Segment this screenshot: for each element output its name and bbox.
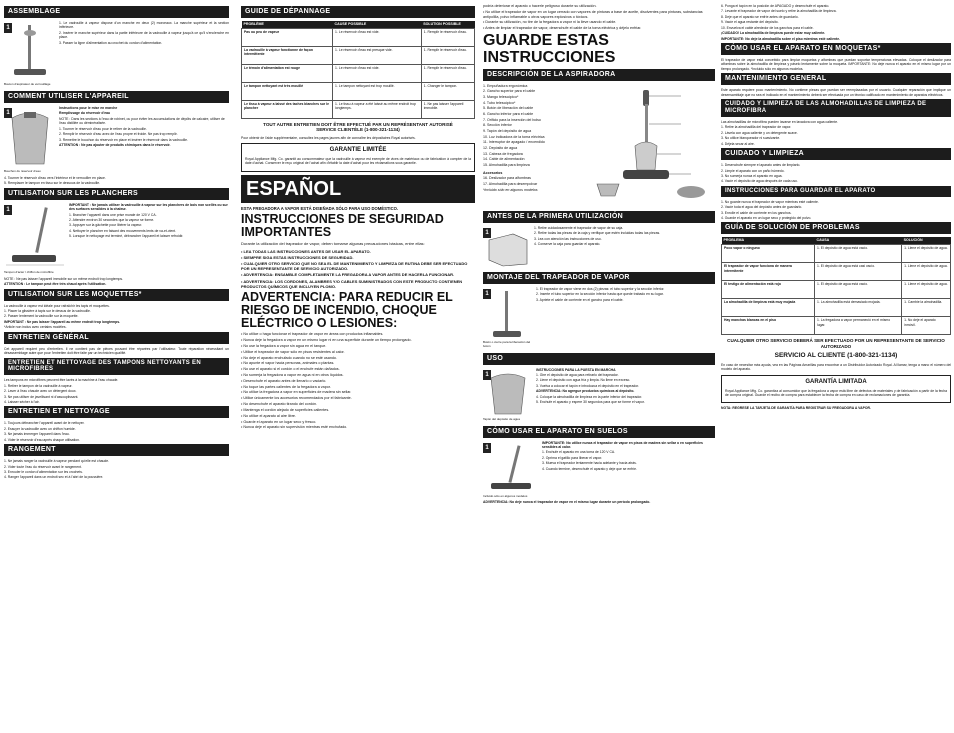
table-row [242,82,475,100]
microfiber-line: 4. Déjela secar al aire. [721,141,755,146]
instruction-line: ATTENTION : Ne pas ajouter de produits chimiques dans le réservoir. [59,142,171,147]
step-line: 7. Levante el trapeador de vapor del suelo y retire la almohadilla de limpieza. [721,9,837,14]
warranty-box-fr [241,143,475,172]
maintenance-text-es: Este aparato requiere poco mantenimiento. No contiene piezas que puedan ser reemplazadas por el usuario. Cualquier reparación que implique un desensamblaje que no sea el indicado en el mantenimiento deberá ser efectuada por un técnico calificado en mantenimiento de aparatos eléctricos. [721,88,951,97]
floor-instruction: IMPORTANT : Ne jamais utiliser la vadrouille à vapeur sur les planchers de bois non scellés ou sur des surfaces sensibles à la chaleur. [69,202,228,212]
microfiber-line: 1. Retire la almohadilla del trapeador de vapor. [721,125,792,130]
troubleshooting-table-fr [241,21,475,119]
column-spanish-3 [721,4,951,729]
carpet-instruction: 2. Passer lentement la vadrouille sur la moquette. [4,314,79,319]
warning-bullet: • No desenchufe el aparato tirando del cordón. [241,402,318,407]
table-header: CAUSA [814,237,901,244]
tank-figure-es: 1 Tapón del depósito de agua [483,370,533,422]
floor-figure-es: 1 Incluido sólo en algunos modelos [483,443,539,499]
table-cell: 1. El depósito de agua está casi vacío. [814,263,901,281]
instruction-line: Instructions pour le mise en marche [59,105,118,110]
floor-instruction: 2. Attendre environ 30 secondes que la vapeur se forme. [69,218,155,223]
storage-line: 3. Enrouler le cordon d'alimentation sur les crochets. [4,470,83,475]
table-header: SOLUTION POSSIBLE [421,21,474,28]
before-use-line: 4. Conserve la caja para guardar el aparato. [534,242,601,247]
warning-line: • Antes de limpiar el trapeador de vapor, desenchufe el cable de la toma eléctrica y déjelo enfriar. [483,26,642,31]
section-header-montaje: MONTAJE DEL TRAPEADOR DE VAPOR [483,272,715,284]
floor-instruction: 1. Brancher l'appareil dans une prise murale de 120 V CA. [69,212,157,217]
table-cell: 1. La almohadilla está demasiado mojada. [814,299,901,317]
instruction-line: 2. Remplir le réservoir d'eau avec de l'eau propre et froide. Ne pas trop remplir. [59,132,178,137]
assembly-line: 2. Inserte el tubo superior en la sección inferior hasta que quede trabado en su lugar. [536,292,664,297]
steam-mop-diagram [581,84,711,209]
floor-instruction: NOTE : Ne pas laisser l'appareil immobile sur un même endroit trop longtemps. [4,276,123,281]
figure-caption: Botón o cierre para la liberación del botón [483,339,531,348]
warning-bullet: • No apunte el vapor hacia personas, animales o plantas. [241,361,335,366]
safety-bullet: • ADVERTENCIA: LOS CORDONES, ALAMBRES Y/O CABLES SUMINISTRADOS CON ESTE PRODUCTO CONTIENEN PRODUCTOS QUÍMICOS QUE INCLUYEN PLOMO. [241,278,463,289]
warning-bullet: • Guarde el aparato en un lugar seco y fresco. [241,419,317,424]
service-text-es: En caso de necesitar más ayuda, vea en las Páginas Amarillas para encontrar a un Distribuidor Autorizado Royal. Al llamar, tenga a mano el número del modelo del aparato. [721,362,951,372]
part-item: 11. Interruptor de apagado / encendido [483,140,545,145]
table-row [242,46,475,64]
table-row [242,28,475,46]
continued-warnings [483,4,715,31]
table-cell: Pas ou peu de vapeur [242,28,333,46]
pad-care-line: Les tampons en microfibres peuvent être lavés à la machine à l'eau chaude. [4,378,119,383]
warranty-title-es: GARANTÍA LIMITADA [805,378,867,385]
usage-line: INSTRUCCIONES PARA LA PUESTA EN MARCHA [536,367,616,372]
cleaning-line: 4. Vider le réservoir d'eau après chaque utilisation. [4,437,80,442]
warning-bullet: • Nunca deje el aparato sin supervisión mientras esté enchufado. [241,425,348,430]
table-cell: 1. Llene el depósito de agua. [902,245,951,263]
table-row [722,317,951,335]
assemblage-section [4,21,229,89]
utiliser-section [4,106,229,176]
figure-caption: Tampon d'acier / chiffon de microfibre [4,269,54,274]
table-cell: 1. Remplir le réservoir d'eau. [421,28,474,46]
section-header-planchers: UTILISATION SUR LES PLANCHERS [4,188,229,200]
part-item: 5. Botón de liberación del cable [483,106,534,111]
service-notice-es: CUALQUIER OTRO SERVICIO DEBERÁ SER EFECTUADO POR UN REPRESENTANTE DE SERVICIO AUTORIZADO [727,338,945,349]
step-line: 6. Ponga el tapón en la posición de APAGADO y desenchufe el aparato. [721,4,830,8]
section-header-entretien-nettoyage: ENTRETIEN ET NETTOYAGE [4,406,229,418]
section-header-utiliser: COMMENT UTILISER L'APPAREIL [4,91,229,103]
before-use-line: 3. Lea con atención las instrucciones de uso. [534,236,602,241]
section-header-mantenimiento: MANTENIMIENTO GENERAL [721,73,951,85]
carpet-text-es: El trapeador de vapor está concebido para limpiar moquetas y alfombras que puedan soportar temperaturas elevadas. Coloque el deslizador para alfombras sobre la almohadilla de limpieza y páselo lentamente sobre la moqueta. IMPORTANTE: No deje nunca el aparato en el mismo lugar por un tiempo prolongado. *Incluido sólo en algunos modelos. [721,58,951,71]
table-row [722,281,951,299]
troubleshooting-table-es [721,237,951,335]
montaje-section [483,287,715,351]
section-header-cuidado: CUIDADO Y LIMPIEZA [721,148,951,160]
box-figure: 1 [483,228,531,268]
storage-line: 4. Ranger l'appareil dans un endroit sec et à l'abri de la poussière. [4,475,104,480]
section-header-tampons: ENTRETIEN ET NETTOYAGE DES TAMPONS NETTOYANTS EN MICROFIBRES [4,358,229,376]
storage-line: 1. Ne jamais ranger la vadrouille à vapeur pendant qu'elle est chaude. [4,459,110,464]
water-tank-figure: 1 Bouchon du réservoir d'eau [4,108,56,174]
section-header-assemblage: ASSEMBLAGE [4,6,229,18]
table-cell: 1. Remplir le réservoir d'eau. [421,64,474,82]
care-line: 2. Limpie el aparato con un paño húmedo. [721,168,785,173]
table-cell: Le tissu à vapeur a laissé des taches blanches sur le plancher [242,100,333,118]
table-cell: Hay manchas blancas en el piso [722,317,815,335]
pad-care-line: 4. Laisser sécher à l'air. [4,400,40,405]
suelos-section [483,441,715,501]
warning-bullet: • No utilice la fregadora a vapor en superficies de madera sin sellar. [241,390,352,395]
assembly-line: 3. Apriete el cable de corriente en el gancho para el cable. [536,297,624,302]
warning-bullet: • Nunca deje la fregadora a vapor en un mismo lugar ni en una superficie durante un tiempo prolongado. [241,338,412,343]
instruction-line: Remplissage du réservoir d'eau [59,111,111,116]
step-line: ¡CUIDADO! La almohadilla de limpieza puede estar muy caliente. [721,31,826,36]
part-item: 8. Sección inferior [483,123,512,128]
assembly-line: 1. El trapeador de vapor viene en dos (2) piezas: el tubo superior y la sección inferior. [536,286,665,291]
table-cell: 1. Llene el depósito de agua. [902,281,951,299]
carpet-instruction: IMPORTANT : Ne pas laisser l'appareil au même endroit trop longtemps. [4,319,121,324]
service-text: Pour obtenir de l'aide supplémentaire, consultez les pages jaunes afin de connaître les dépositaires Royal autorisés. [241,135,416,140]
table-row [242,64,475,82]
floor-mop-illustration [4,205,66,271]
storage-line-es: 4. Guarde el aparato en un lugar seco y protegido del polvo. [721,215,812,220]
section-header-uso: USO [483,353,715,365]
table-header: SOLUCIÓN [902,237,951,244]
floor-mop-illustration-es [483,443,539,495]
section-header-moquettes: UTILISATION SUR LES MOQUETTES* [4,289,229,301]
table-header: PROBLEMA [722,237,815,244]
table-cell: 1. Le réservoir d'eau est vide. [333,28,422,46]
usage-line: ADVERTENCIA: No agregue productos químicos al depósito. [536,389,635,394]
figure-caption: Tapón del depósito de agua [483,416,520,421]
figure-caption: Bouton d'aspirateur de verrouillage [4,82,51,87]
table-cell: 1. Changer le tampon. [421,82,474,100]
warning-bullet: • Utilice el trapeador de vapor sólo en pisos resistentes al calor. [241,349,345,354]
floor-instruction: 5. Lorsque le nettoyage est terminé, débrancher l'appareil et laisser refroidir. [69,234,184,239]
warning-title: ADVERTENCIA: PARA REDUCIR EL RIESGO DE INCENDIO, CHOQUE ELÉCTRICO O LESIONES: [241,289,453,331]
step-line: 9. Vacíe el agua restante del depósito. [721,20,779,25]
instruction-line: 3. Remettre le bouchon du réservoir en place et insérer le réservoir dans la vadrouille. [59,137,188,142]
pad-care-line: 3. Ne pas utiliser de javellisant ni d'assouplissant. [4,394,79,399]
table-cell: 1. Llene el depósito de agua. [902,263,951,281]
keep-instructions-title: GUARDE ESTAS INSTRUCCIONES [483,32,616,66]
instruction-line: 1. Tourner le réservoir d'eau pour le retirer de la vadrouille. [59,126,147,131]
cleaning-line: 2. Essuyer la vadrouille avec un chiffon humide. [4,426,76,431]
uso-section [483,368,715,424]
part-item: 3. Mango telescópico* [483,95,519,100]
step-line: 8. Deje que el aparato se enfríe antes de guardarlo. [721,14,799,19]
warranty-title: GARANTIE LIMITÉE [329,147,387,154]
table-cell: El testigo de alimentación está rojo [722,281,815,299]
part-item: 4. Tubo telescópico* [483,100,516,105]
safety-title: INSTRUCCIONES DE SEGURIDAD IMPORTANTES [241,212,444,240]
floor-instruction: 3. Appuyer sur la gâchette pour libérer la vapeur. [69,223,143,228]
warranty-box-es [721,375,951,404]
part-item: 15. Almohadilla para limpieza [483,163,530,168]
part-item: Accesorios [483,170,503,175]
usage-line: 2. Llene el depósito con agua fría y limpia. No llene en exceso. [536,378,631,383]
warning-bullet: • No toque las partes calientes de la fregadora a vapor. [241,384,331,389]
section-header-solucion: GUÍA DE SOLUCIÓN DE PROBLEMAS [721,222,951,234]
table-row [722,263,951,281]
warning-line: podría deteriorar el aparato o hacerle peligroso durante su utilización. [483,4,597,8]
maintenance-text: Cet appareil requiert peu d'entretien. Il ne contient pas de pièces pouvant être réparées par l'utilisateur. Toute réparation nécessitant un désassemblage autre que pour l'entretien doit être faite par un technicien qualifié. [4,346,229,356]
table-cell: 1. El depósito de agua está vacío. [814,281,901,299]
floor-instruction: ATTENTION : Le tampon peut être très chaud après l'utilisation. [4,282,107,287]
table-header: CAUSE POSSIBLE [333,21,422,28]
part-item: 1. Empuñadura ergonómica [483,83,528,88]
instruction-line: 5. Remplacer le tampon en tissu sur le dessous de la vadrouille. [4,181,101,186]
storage-line-es: 2. Vacíe toda el agua del depósito antes de guardarlo. [721,205,803,210]
table-header: PROBLÈME [242,21,333,28]
column-spanish-2 [483,4,715,729]
warning-bullet: • No deje el aparato enchufado cuando no se esté usando. [241,355,338,360]
microfiber-line: Las almohadillas de microfibra pueden lavarse en lavadora con agua caliente. [721,119,839,124]
safety-bullet: • LEA TODAS LAS INSTRUCCIONES ANTES DE USAR EL APARATO. [241,248,371,254]
continued-floor-steps [721,4,951,41]
section-header-microfibra: CUIDADO Y LIMPIEZA DE LAS ALMOHADILLAS DE LIMPIEZA DE MICROFIBRA [721,99,951,117]
table-cell: 1. Cambie la almohadilla. [902,299,951,317]
table-row [242,100,475,118]
storage-line-es: 3. Enrolle el cable de corriente en los ganchos. [721,210,792,215]
section-header-descripcion: DESCRIPCIÓN DE LA ASPIRADORA [483,69,715,81]
table-cell: 1. No deje el aparato inmóvil. [902,317,951,335]
instruction-line: NOTE : Dans les sections à l'eau de robinet, ou pour éviter les accumulations de dépôts de calcaire, utiliser de l'eau distillée ou déminéralisée. [59,116,225,126]
spanish-section-title: ESPAÑOL [241,175,475,203]
table-cell: Poco vapor o ninguno [722,245,815,263]
floor-line-es: 2. Oprima el gatillo para liberar el vapor. [542,455,603,460]
part-item: 9. Tapón del depósito de agua [483,129,532,134]
part-item: 7. Orificio para la inserción del bolso [483,117,541,122]
customer-service-title: SERVICIO AL CLIENTE (1-800-321-1134) [774,352,898,360]
table-cell: 1. Remplir le réservoir d'eau. [421,46,474,64]
safety-bullet: • SIEMPRE SIGA ESTAS INSTRUCCIONES DE SEGURIDAD. [241,254,354,260]
care-line: 4. Vacíe el depósito de agua después de cada uso. [721,179,798,184]
usage-line: 1. Gire el depósito de agua para retirarlo del trapeador. [536,373,619,378]
assembly-step: 1. Le vadrouille à vapeur dispose d'un manche en deux (2) morceaux. La manche supérieur et la section inférieure. [59,21,229,30]
cleaning-line: 1. Toujours débrancher l'appareil avant de le nettoyer. [4,421,85,426]
floor-use-figure: 1 Tampon d'acier / chiffon de microfibre [4,205,66,275]
microfiber-line: 3. No utilice blanqueador ni suavizante. [721,136,781,141]
table-cell: Le tampon nettoyant est très mouillé [242,82,333,100]
warning-bullet: • No use la fregadora a vapor sin agua en el tanque. [241,343,327,348]
warning-bullet: • No utilice o haga funcionar el trapeador de vapor en áreas con productos inflamables. [241,332,384,337]
section-header-suelos: CÓMO USAR EL APARATO EN SUELOS [483,426,715,438]
warning-bullet: • No sumerja la fregadora a vapor en agua ni en otros líquidos. [241,373,344,378]
section-header-antes: ANTES DE LA PRIMERA UTILIZACIÓN [483,211,715,223]
table-cell: 1. La fregadora a vapor permaneció en el mismo lugar. [814,317,901,335]
care-line: 1. Desenchufe siempre el aparato antes de limpiarlo. [721,163,801,168]
usage-line: 5. Enchufe el aparato y espere 30 segundos para que se forme el vapor. [536,400,645,405]
warning-line: • Durante su utilización, no tire de la fregadora a vapor ni la lleve usando el cable. [483,20,617,25]
warning-bullets [241,332,475,430]
assemblage-figure: 1 Bouton d'aspirateur de verrouillage [4,23,56,87]
assembly-step: 2. Insérer le manche supérieur dans la partie inférieure de la vadrouille à vapeur jusqu'à ce qu'il s'enclenche en place. [59,30,229,40]
floor-line-es: ADVERTENCIA: No deje nunca el trapeador de vapor en el mismo lugar durante un período prolongado. [483,500,651,505]
carpet-instruction: 1. Placer la glissière à tapis sur le dessus de la vadrouille. [4,308,91,313]
part-item: 2. Gancho superior para el cable [483,89,536,94]
storage-line-es: 1. No guarde nunca el trapeador de vapor mientras esté caliente. [721,199,819,204]
microfiber-line: 2. Lávela con agua caliente y un detergente suave. [721,130,798,135]
table-cell: La almohadilla de limpieza está muy mojada [722,299,815,317]
instruction-line: 4. Tourner le réservoir d'eau vers l'intérieur et le verrouiller en place. [4,175,106,180]
safety-bullet: • CUALQUIER OTRO SERVICIO QUE NO SEA EL DE MANTENIMIENTO Y LIMPIEZA DE RUTINA DEBE SER EFECTUADO POR UN REPRESENTANTE DE SERVICIO AUTORIZADO. [241,261,468,272]
warranty-text: Royal Appliance Mfg. Co. garantit au consommateur que la vadrouille à vapeur est exempte de vices de matériaux ou de fabrication à compter de la date d'achat. Conserver le reçu original de l'achat afin d'établir la date d'achat pour les réclamations sous garantie. [245,156,471,166]
carpet-instruction: *Article non inclus avec certains modèles. [4,325,67,330]
table-row [722,245,951,263]
usage-line: 4. Coloque la almohadilla de limpieza en la parte inferior del trapeador. [536,394,643,399]
part-item: *Incluido sólo en algunos modelos [483,187,538,192]
table-row [722,299,951,317]
warranty-text-es: Royal Appliance Mfg. Co. garantiza al consumidor que la fregadora a vapor está libre de defectos de materiales y de fabricación a partir de la fecha de compra original. Guarde el recibo de compra para establecer la fecha de compra en caso de reclamaciones de garantía. [725,388,947,397]
part-item: 12. Depósito de agua [483,146,518,151]
table-cell: 1. Le réservoir d'eau est presque vide. [333,46,422,64]
part-item: 13. Cabeza de fregadora [483,151,523,156]
section-header-rangement: RANGEMENT [4,444,229,456]
part-item: 10. Luz indicadora de la toma eléctrica [483,134,545,139]
figure-caption: Incluido sólo en algunos modelos [483,493,528,498]
warning-bullet: • Utilice únicamente los accesorios recomendados por el fabricante. [241,396,352,401]
warning-bullet: • Mantenga el cordón alejado de superficies calientes. [241,407,330,412]
table-cell: 1. Ne pas laisser l'appareil immobile. [421,100,474,118]
column-french-spanish [241,4,475,729]
planchers-section [4,203,229,277]
table-cell: 1. Le réservoir d'eau est vide. [333,64,422,82]
storage-line: 2. Vider toute l'eau du réservoir avant le rangement. [4,464,82,469]
before-use-line: 1. Retire cuidadosamente el trapeador de vapor de su caja. [534,225,624,230]
assembly-step: 3. Passer la ligne d'alimentation au crochet du cordon d'alimentation. [59,40,163,45]
column-french-1 [4,4,229,729]
floor-instruction: 4. Nettoyer le plancher en faisant des mouvements lents de va-et-vient. [69,228,177,233]
carpet-instruction: La vadrouille à vapeur est idéale pour rafraîchir les tapis et moquettes. [4,303,110,308]
parts-section [483,84,715,209]
part-item: 17. Almohadilla para desempolvar [483,182,538,187]
table-cell: 1. Le tampon nettoyant est trop mouillé. [333,82,422,100]
parts-list [483,84,578,209]
part-item: 6. Gancho inferior para el cable [483,112,534,117]
section-header-guardar: INSTRUCCIONES PARA GUARDAR EL APARATO [721,186,951,197]
table-cell: La vadrouille à vapeur fonctionne de façon intermittente [242,46,333,64]
part-item: 14. Cable de alimentación [483,157,525,162]
warning-bullet: • No use el aparato si el cordón o el enchufe están dañados. [241,367,340,372]
table-cell: 1. Le tissu à vapeur a été laissé au même endroit trop longtemps. [333,100,422,118]
care-line: 3. No sumerja nunca el aparato en agua. [721,173,783,178]
floor-line-es: IMPORTANTE: No utilice nunca el trapeador de vapor en pisos de madera sin sellar o en superficies sensibles al calor. [542,440,703,449]
floor-line-es: 3. Mueva el trapeador lentamente hacia adelante y hacia atrás. [542,461,637,466]
warranty-note: NOTA: REGRESE LA TARJETA DE GARANTÍA PARA REGISTRAR SU FREGADORA A VAPOR. [721,406,871,411]
pad-care-line: 2. Laver à l'eau chaude avec un détergent doux. [4,389,77,394]
warning-line: • No utilice el trapeador de vapor en un lugar cerrado con vapores de pinturas a base de aceite, disolventes para pinturas, substancias antipolilla, polvo inflamable u otros vapores explosivos o tóxicos. [483,9,703,19]
section-header-entretien: ENTRETIEN GÉNÉRAL [4,332,229,344]
safety-bullet: • ADVERTENCIA: ENSAMBLE COMPLETAMENTE LA FREGADORA A VAPOR ANTES DE HACERLA FUNCIONAR. [241,272,455,278]
step-line: IMPORTANTE: No deje la almohadilla sobre el piso mientras esté caliente. [721,36,841,41]
antes-section [483,226,715,270]
step-line: 10. Envuelva el cable alrededor de los ganchos para el cable. [721,25,814,30]
cleaning-line: 3. Ne jamais immerger l'appareil dans l'eau. [4,432,70,437]
part-item: 16. Deslizador para alfombras [483,176,531,181]
before-use-line: 2. Retire todas las piezas de la caja y verifique que estén incluidas todas las piezas. [534,231,661,236]
usage-line: 3. Vuelva a colocar el tapón e introduzca el depósito en el trapeador. [536,383,639,388]
assembly-figure-es: 1 Botón o cierre para la liberación del botón [483,289,533,349]
table-cell: 1. El depósito de agua está vacío. [814,245,901,263]
table-cell: El trapeador de vapor funciona de manera intermitente [722,263,815,281]
domestic-use-notice: ESTA FREGADORA A VAPOR ESTÁ DISEÑADA SÓLO PARA USO DOMÉSTICO. [241,205,399,211]
floor-line-es: 4. Cuando termine, desenchufe el aparato y deje que se enfríe. [542,466,638,471]
safety-intro: Durante la utilización del trapeador de vapor, deben tomarse algunas precauciones básicas, entre ellas: [241,241,425,247]
pad-care-line: 1. Retirer le tampon de la vadrouille à vapeur. [4,383,73,388]
figure-caption: Bouchon du réservoir d'eau [4,168,41,173]
floor-line-es: 1. Enchufe el aparato en una toma de 120 V CA. [542,450,616,455]
table-cell: Le témoin d'alimentation est rouge [242,64,333,82]
warning-bullet: • Desenchufe el aparato antes de llenarlo o vaciarlo. [241,378,327,383]
safety-bullets [241,249,475,289]
section-header-moquetas: CÓMO USAR EL APARATO EN MOQUETAS* [721,43,951,55]
service-notice: TOUT AUTRE ENTRETIEN DOIT ÊTRE EFFECTUÉ PAR UN REPRÉSENTANT AUTORISÉ SERVICE CLIENTÈLE (1-800-321-1134) [263,121,453,133]
section-header-depannage: GUIDE DE DÉPANNAGE [241,6,475,18]
warning-bullet: • No utilice el aparato al aire libre. [241,413,296,418]
